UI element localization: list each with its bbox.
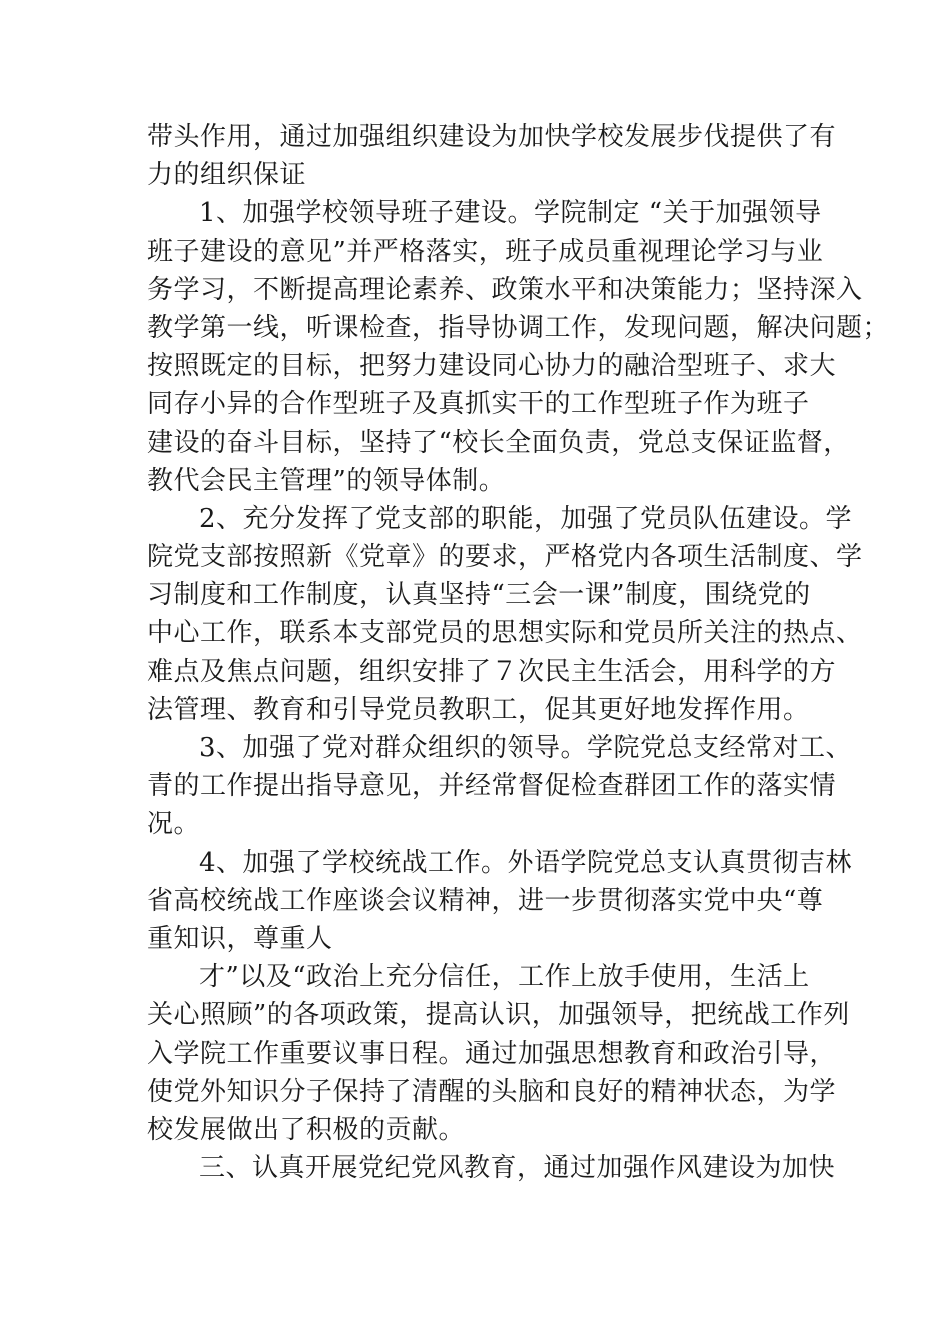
text-line: 班子建设的意见”并严格落实，班子成员重视理论学习与业: [147, 236, 824, 267]
text-line: 难点及焦点问题，组织安排了７次民主生活会，用科学的方: [147, 656, 837, 687]
text-line: 同存小异的合作型班子及真抓实干的工作型班子作为班子: [147, 389, 810, 420]
text-line: 三、认真开展党纪党风教育，通过加强作风建设为加快: [199, 1153, 836, 1184]
text-line: 务学习，不断提高理论素养、政策水平和决策能力；坚持深入: [147, 274, 863, 305]
text-line: 才”以及“政治上充分信任，工作上放手使用，生活上: [199, 962, 810, 993]
text-line: 2、充分发挥了党支部的职能，加强了党员队伍建设。学: [199, 503, 853, 534]
text-line: 况。: [147, 809, 201, 840]
text-line: 省高校统战工作座谈会议精神，进一步贯彻落实党中央“尊: [147, 885, 824, 916]
text-line: 重知识，尊重人: [147, 923, 333, 954]
text-line: 带头作用，通过加强组织建设为加快学校发展步伐提供了有: [147, 122, 837, 152]
text-line: 按照既定的目标，把努力建设同心协力的融洽型班子、求大: [147, 351, 837, 382]
text-line: 青的工作提出指导意见，并经常督促检查群团工作的落实情: [147, 771, 837, 802]
text-line: 教学第一线，听课检查，指导协调工作，发现问题，解决问题；: [147, 312, 890, 343]
text-line: 法管理、教育和引导党员教职工，促其更好地发挥作用。: [147, 694, 810, 725]
document-body: [147, 118, 890, 1187]
text-line: 4、加强了学校统战工作。外语学院党总支认真贯彻吉林: [199, 847, 853, 878]
text-line: 力的组织保证: [147, 160, 307, 191]
text-line: 关心照顾”的各项政策，提高认识，加强领导，把统战工作列: [147, 1000, 850, 1031]
text-line: 3、加强了党对群众组织的领导。学院党总支经常对工、: [199, 733, 853, 763]
text-line: 中心工作，联系本支部党员的思想实际和党员所关注的热点、: [147, 618, 863, 649]
text-line: 教代会民主管理”的领导体制。: [147, 465, 506, 496]
text-line: 习制度和工作制度，认真坚持“三会一课”制度，围绕党的: [147, 580, 811, 611]
text-line: 使党外知识分子保持了清醒的头脑和良好的精神状态，为学: [147, 1076, 837, 1107]
text-line: 1、加强学校领导班子建设。学院制定 “关于加强领导: [199, 198, 822, 229]
text-line: 入学院工作重要议事日程。通过加强思想教育和政治引导，: [147, 1038, 837, 1069]
text-line: 院党支部按照新《党章》的要求，严格党内各项生活制度、学: [147, 542, 863, 573]
text-line: 建设的奋斗目标，坚持了“校长全面负责，党总支保证监督，: [147, 427, 850, 458]
text-line: 校发展做出了积极的贡献。: [147, 1114, 466, 1145]
